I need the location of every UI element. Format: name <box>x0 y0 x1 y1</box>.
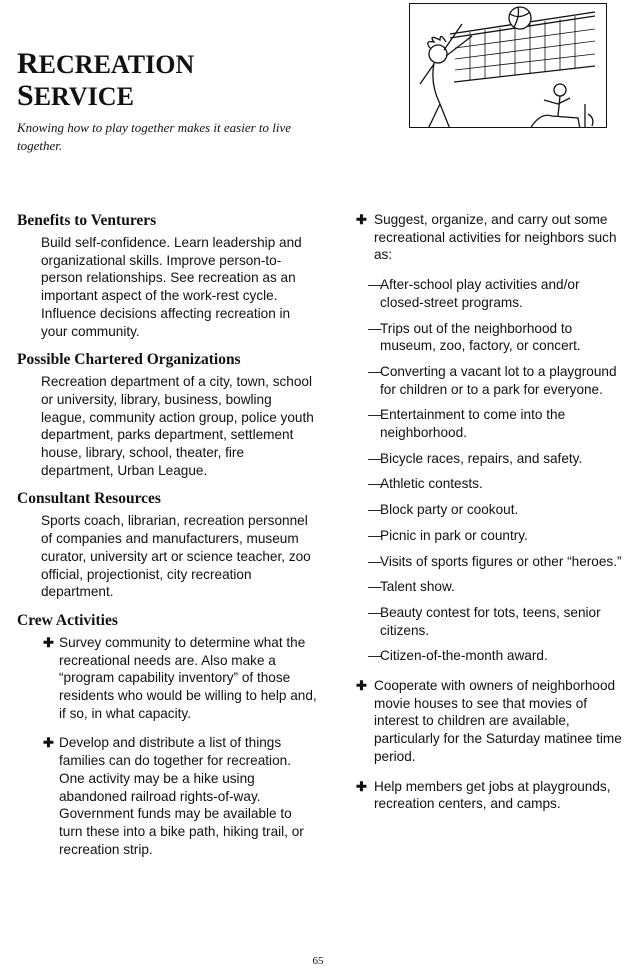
activity-bullet: ✚ Survey community to determine what the recreational needs are. Also make a “program capability inventory” of those residents who would be willing to help and, if so, in what capacity. <box>43 634 317 721</box>
suggestion-item: — Citizen-of-the-month award. <box>368 648 548 664</box>
activity-bullet: ✚ Help members get jobs at playgrounds, recreation centers, and camps. <box>356 778 611 812</box>
organizations-text: Recreation department of a city, town, school or university, library, business, bowling league, community action group, police youth department, parks department, settlement house, library, school, theater, fire department, Urban League. <box>41 374 314 478</box>
right-column <box>350 211 622 825</box>
activity-bullet: ✚ Develop and distribute a list of things families can do together for recreation. One activity may be a hike using abandoned railroad rights-of-way. Government funds may be available to turn these into a bike path, hiking trail, or recreation strip. <box>43 735 304 857</box>
activity-bullet: ✚ Suggest, organize, and carry out some recreational activities for neighbors such as: <box>356 212 617 263</box>
suggestion-item: — Block party or cookout. <box>368 502 519 518</box>
suggestion-item: — Beauty contest for tots, teens, senior citizens. <box>368 604 601 638</box>
suggestion-item: — Picnic in park or country. <box>368 527 528 543</box>
suggestion-item: — Converting a vacant lot to a playground for children or to a park for everyone. <box>368 363 617 397</box>
suggestion-item: — After-school play activities and/or closed-street programs. <box>368 277 580 310</box>
suggestion-item: — Visits of sports figures or other “heroes.” <box>368 553 622 569</box>
suggestion-item: — Athletic contests. <box>368 476 483 492</box>
crew-activities-heading: Crew Activities <box>17 611 118 629</box>
cross-bullet-icon: ✚ <box>43 735 54 751</box>
title-line-1: RECREATION <box>17 47 195 80</box>
organizations-heading: Possible Chartered Organizations <box>17 351 241 369</box>
resources-text: Sports coach, librarian, recreation personnel of companies and manufacturers, museum curator, university art or science teacher, zoo official, projectionist, city recreation department. <box>41 513 311 600</box>
page-title <box>17 48 194 112</box>
suggestion-item: — Bicycle races, repairs, and safety. <box>368 450 583 466</box>
left-column <box>17 211 317 870</box>
suggestion-item: — Talent show. <box>368 579 455 595</box>
suggestion-item: — Entertainment to come into the neighborhood. <box>368 407 566 441</box>
title-line-2: SERVICE <box>17 79 134 112</box>
cross-bullet-icon: ✚ <box>356 678 367 694</box>
cross-bullet-icon: ✚ <box>43 634 54 650</box>
suggestion-item: — Trips out of the neighborhood to museum, zoo, factory, or concert. <box>368 320 581 354</box>
volleyball-players-icon <box>410 4 607 128</box>
activity-bullet: ✚ Cooperate with owners of neighborhood movie houses to see that movies of interest to children are available, particularly for the Saturday matinee time period. <box>356 678 622 764</box>
volleyball-players-illustration <box>409 3 607 128</box>
benefits-text: Build self-confidence. Learn leadership and organizational skills. Improve person-to-person relationships. See recreation as an important aspect of the work-rest cycle. Influence decisions affecting recreation in your community. <box>41 235 302 339</box>
page-subtitle: Knowing how to play together makes it easier to live together. <box>17 120 292 153</box>
cross-bullet-icon: ✚ <box>356 778 367 794</box>
cross-bullet-icon: ✚ <box>356 212 367 227</box>
benefits-heading: Benefits to Venturers <box>17 212 157 229</box>
resources-heading: Consultant Resources <box>17 490 161 508</box>
page-number: 65 <box>312 955 324 967</box>
